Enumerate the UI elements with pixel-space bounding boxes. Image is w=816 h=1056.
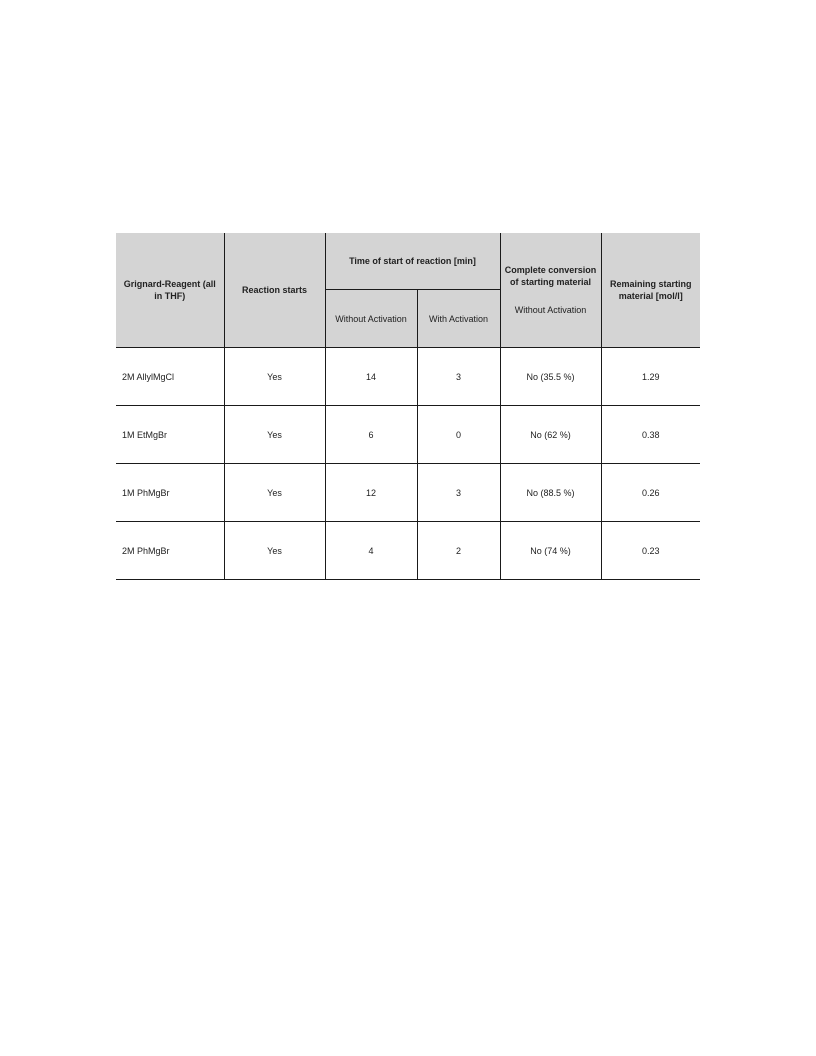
cell-reaction-starts: Yes	[224, 348, 325, 406]
cell-time-with: 3	[417, 348, 500, 406]
cell-remaining: 0.38	[601, 406, 700, 464]
header-time-group: Time of start of reaction [min]	[325, 233, 500, 290]
cell-reaction-starts: Yes	[224, 522, 325, 580]
cell-conversion: No (74 %)	[500, 522, 601, 580]
header-complete-conversion-title: Complete conversion of starting material	[504, 265, 597, 287]
cell-remaining: 0.23	[601, 522, 700, 580]
cell-remaining: 0.26	[601, 464, 700, 522]
cell-time-without: 12	[325, 464, 417, 522]
table-row	[116, 464, 700, 522]
cell-conversion: No (62 %)	[500, 406, 601, 464]
cell-reaction-starts: Yes	[224, 406, 325, 464]
cell-reaction-starts: Yes	[224, 464, 325, 522]
cell-time-without: 6	[325, 406, 417, 464]
cell-remaining: 1.29	[601, 348, 700, 406]
header-complete-conversion	[500, 233, 601, 348]
cell-reagent: 2M PhMgBr	[116, 522, 224, 580]
cell-time-without: 14	[325, 348, 417, 406]
table-row	[116, 522, 700, 580]
table-row	[116, 406, 700, 464]
cell-conversion: No (88.5 %)	[500, 464, 601, 522]
cell-reagent: 2M AllylMgCl	[116, 348, 224, 406]
cell-conversion: No (35.5 %)	[500, 348, 601, 406]
cell-reagent: 1M PhMgBr	[116, 464, 224, 522]
table-body	[116, 348, 700, 580]
table-row	[116, 348, 700, 406]
header-remaining: Remaining starting material [mol/l]	[601, 233, 700, 348]
grignard-results-table	[116, 233, 700, 580]
cell-reagent: 1M EtMgBr	[116, 406, 224, 464]
header-reagent: Grignard-Reagent (all in THF)	[116, 233, 224, 348]
table-header	[116, 233, 700, 348]
cell-time-with: 0	[417, 406, 500, 464]
header-complete-conversion-sub: Without Activation	[514, 305, 587, 315]
header-with-activation: With Activation	[417, 290, 500, 348]
cell-time-with: 3	[417, 464, 500, 522]
cell-time-with: 2	[417, 522, 500, 580]
header-without-activation: Without Activation	[325, 290, 417, 348]
header-reaction-starts: Reaction starts	[224, 233, 325, 348]
cell-time-without: 4	[325, 522, 417, 580]
